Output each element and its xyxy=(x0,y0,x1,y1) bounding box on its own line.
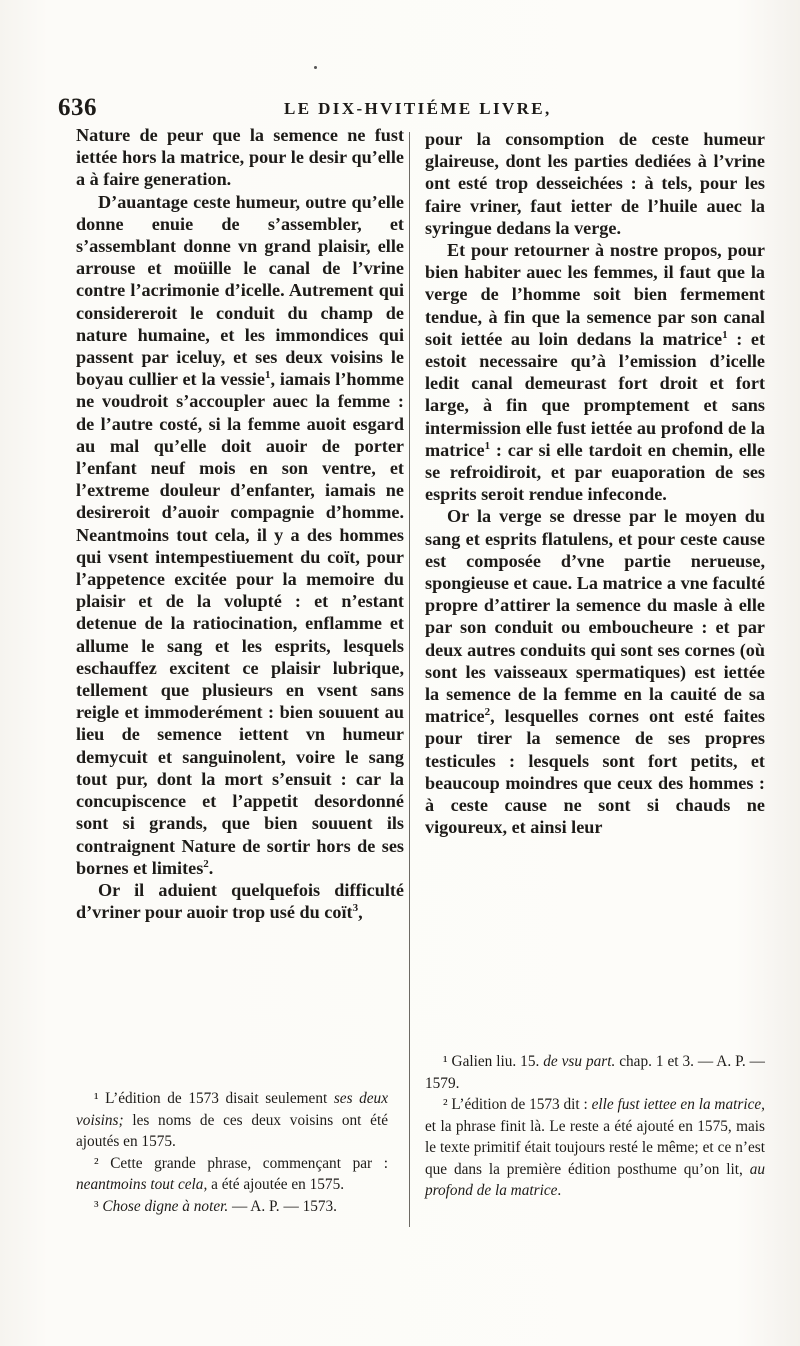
footnote-text: Cette grande phrase, commençant par : xyxy=(98,1154,388,1172)
footnote-italic: neantmoins tout cela, xyxy=(76,1176,208,1193)
left-paragraph-1: Nature de peur que la semence ne fust iettée hors la matrice, pour le desir qu’elle a à faire generation. xyxy=(76,125,404,190)
left-p2-text-b: , iamais l’homme ne voudroit s’accoupler auec la femme : de l’autre costé, si la femme auoit esgard au mal qu’elle doit auoir de porter l’enfant neuf mois en son ventre, et l’extreme douleur d’enfanter, iamais ne desireroit d’auoir compagnie d’homme. Neantmoins tout cela, il y a des hommes qui vsent intempestiuement du coït, pour l’appetence excitée pour la memoire du plaisir et de la volupté : et n’estant detenue de la ratiocination, enflamme et allume le sang et les esprits, lesquels eschauffez excitent ce plaisir lubrique, tellement que plusieurs en vsent sans reigle et immoderément : bien souuent au lieu de semence iettent vn humeur demycuit et sanguinolent, voire le sang tout pur, dont la mort s’ensuit : car la concupiscence et l’appetit desordonné sont si grands, que bien souuent ils contraignent Nature de sortir hors de ses bornes et limites xyxy=(76,369,404,878)
footnote-ref-2: 2 xyxy=(203,857,209,870)
left-paragraph-2 xyxy=(76,191,404,879)
footnote-italic: elle fust iettee en la matrice, xyxy=(591,1096,765,1113)
footnote-text: a été ajoutée en 1575. xyxy=(207,1176,345,1193)
footnote-marker: ¹ xyxy=(443,1053,448,1070)
left-footnote-3 xyxy=(76,1196,388,1218)
right-p3-text-b: , lesquelles cornes ont esté faites pour tirer la semence de ses propres testicules : lesquels sont fort petits, et beaucoup moindres que ceux des hommes : à ceste cause ne sont si chauds ne vigoureux, et ainsi leur xyxy=(425,706,765,838)
footnote-text: L’édition de 1573 dit : xyxy=(447,1096,592,1113)
running-title: LE DIX-HVITIÉME LIVRE, xyxy=(284,99,552,118)
left-p2-text-a: D’auantage ceste humeur, outre qu’elle donne enuie de s’assembler, et s’assemblant donne vn grand plaisir, elle arrouse et moüille le canal de l’vrine contre l’acrimonie d’icelle. Autrement qui considereroit le conduit du champ de nature humaine, et les immondices qui passent par iceluy, et ses deux voisins le boyau cullier et la vessie xyxy=(76,191,404,390)
left-footnotes xyxy=(76,1088,388,1217)
right-footnotes xyxy=(425,1051,765,1202)
right-p2-text-b: : et estoit necessaire qu’à l’emission d’icelle ledit canal demeurast fort droit et fort large, à fin que promptement et sans intermission elle fust iettée au profond de la matrice xyxy=(425,328,765,460)
left-footnote-1 xyxy=(76,1088,388,1153)
right-p3-text-a: Or la verge se dresse par le moyen du sang et esprits flatulens, et pour ceste cause est composée d’vne partie nerueuse, spongieuse et caue. La matrice a vne faculté propre d’attirer la semence du masle à elle par son conduit ou emboucheure : et par deux autres conduits qui sont ses cornes (où sont les vaisseaux spermatiques) est iettée la semence de la femme en la cauité de sa matrice xyxy=(425,506,765,727)
footnote-italic: Chose digne à noter. xyxy=(102,1197,229,1215)
footnote-marker: ³ xyxy=(94,1197,99,1215)
right-column xyxy=(425,128,765,839)
left-paragraph-3 xyxy=(76,879,404,923)
right-footnote-2 xyxy=(425,1094,765,1202)
footnote-italic: ses deux voisins; xyxy=(76,1090,388,1129)
footnote-ref-3: 3 xyxy=(352,902,359,915)
footnote-text: Galien liu. 15. xyxy=(447,1053,544,1070)
right-paragraph-1: pour la consomption de ceste humeur glaireuse, dont les parties dediées à l’vrine ont esté trop desseichées : à tels, pour les faire vriner, faut ietter de l’huile auec la syringue dedans la verge. xyxy=(425,129,765,238)
footnote-text: chap. 1 et 3. — A. P. — 1579. xyxy=(425,1053,765,1092)
footnote-marker: ² xyxy=(443,1096,448,1113)
footnote-ref-2: 2 xyxy=(484,706,491,719)
left-column xyxy=(76,124,404,923)
right-footnote-1 xyxy=(425,1051,765,1094)
right-p2-text-c: : car si elle tardoit en chemin, elle se refroidiroit, et par euaporation de ses esprits seroit rendue infeconde. xyxy=(425,439,765,505)
right-p2-text-a: Et pour retourner à nostre propos, pour bien habiter auec les femmes, il faut que la verge de l’homme soit bien fermement tendue, à fin que la semence par son canal soit iettée au loin dedans la matrice xyxy=(425,240,765,349)
left-p3-text-b: , xyxy=(358,902,363,923)
footnote-italic: au profond de la matrice xyxy=(425,1160,765,1199)
left-footnote-2 xyxy=(76,1153,388,1196)
footnote-ref-1: 1 xyxy=(264,369,271,382)
footnote-italic: de vsu part. xyxy=(543,1053,616,1070)
ink-dot xyxy=(314,66,317,69)
footnote-ref-1: 1 xyxy=(722,328,728,341)
footnote-text: — A. P. — 1573. xyxy=(228,1197,337,1215)
left-p3-text-a: Or il aduient quelquefois difficulté d’vriner pour auoir trop usé du coït xyxy=(76,879,404,923)
right-paragraph-3 xyxy=(425,505,765,838)
page-number: 636 xyxy=(58,94,97,121)
footnote-text: L’édition de 1573 disait seulement xyxy=(98,1090,334,1107)
right-paragraph-2 xyxy=(425,239,765,505)
footnote-text: les noms de ces deux voisins ont été ajoutés en 1575. xyxy=(76,1111,388,1150)
footnote-marker: ² xyxy=(94,1154,99,1172)
left-p2-text-c: . xyxy=(208,857,214,878)
footnote-marker: ¹ xyxy=(94,1090,99,1107)
column-divider xyxy=(409,132,410,1227)
footnote-ref-1b: 1 xyxy=(484,439,491,452)
footnote-text: . xyxy=(557,1182,562,1199)
footnote-text: et la phrase finit là. Le reste a été ajouté en 1575, mais le texte primitif était toujours resté le même; et ce n’est que dans la première édition posthume qu’on lit, xyxy=(425,1117,765,1178)
